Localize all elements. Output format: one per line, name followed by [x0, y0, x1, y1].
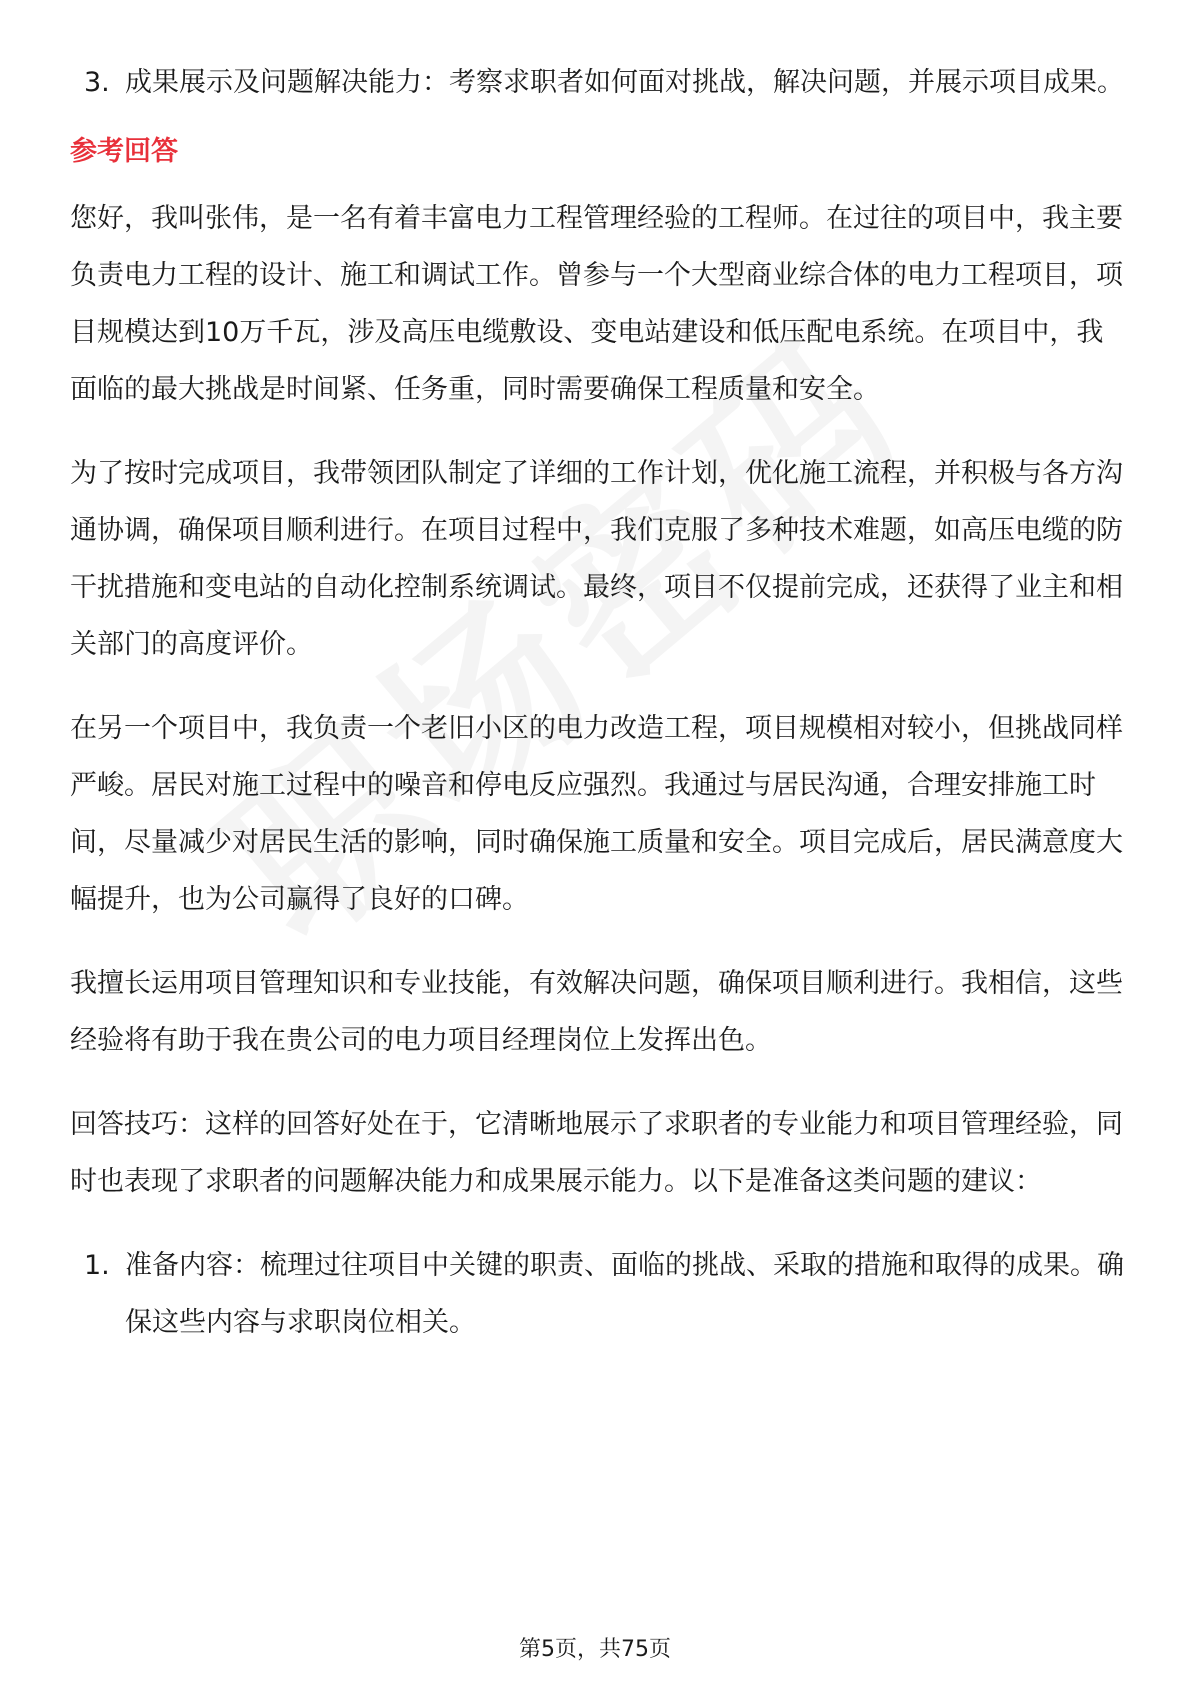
page-footer: 第5页，共75页 — [519, 1637, 671, 1662]
list-item — [70, 1237, 1130, 1351]
answer-paragraph: 在另一个项目中，我负责一个老旧小区的电力改造工程，项目规模相对较小，但挑战同样严峻。居民对施工过程中的噪音和停电反应强烈。我通过与居民沟通，合理安排施工时间，尽量减少对居民生活的影响，同时确保施工质量和安全。项目完成后，居民满意度大幅提升，也为公司赢得了良好的口碑。 — [70, 713, 1123, 915]
answer-tips: 回答技巧：这样的回答好处在于，它清晰地展示了求职者的专业能力和项目管理经验，同时也表现了求职者的问题解决能力和成果展示能力。以下是准备这类问题的建议： — [70, 1109, 1123, 1197]
list-number: 3. — [84, 67, 110, 98]
list-item — [70, 54, 1130, 111]
answer-paragraph: 您好，我叫张伟，是一名有着丰富电力工程管理经验的工程师。在过往的项目中，我主要负责电力工程的设计、施工和调试工作。曾参与一个大型商业综合体的电力工程项目，项目规模达到10万千瓦，涉及高压电缆敷设、变电站建设和低压配电系统。在项目中，我面临的最大挑战是时间紧、任务重，同时需要确保工程质量和安全。 — [70, 203, 1123, 405]
list-item-text: 准备内容：梳理过往项目中关键的职责、面临的挑战、采取的措施和取得的成果。确保这些内容与求职岗位相关。 — [125, 1250, 1124, 1338]
list-item-text: 成果展示及问题解决能力：考察求职者如何面对挑战，解决问题，并展示项目成果。 — [125, 67, 1124, 98]
list-number: 1. — [84, 1250, 110, 1281]
page-content — [70, 54, 1130, 1351]
answer-paragraph: 我擅长运用项目管理知识和专业技能，有效解决问题，确保项目顺利进行。我相信，这些经验将有助于我在贵公司的电力项目经理岗位上发挥出色。 — [70, 968, 1123, 1056]
answer-heading: 参考回答 — [70, 136, 178, 167]
answer-paragraph: 为了按时完成项目，我带领团队制定了详细的工作计划，优化施工流程，并积极与各方沟通协调，确保项目顺利进行。在项目过程中，我们克服了多种技术难题，如高压电缆的防干扰措施和变电站的自动化控制系统调试。最终，项目不仅提前完成，还获得了业主和相关部门的高度评价。 — [70, 458, 1123, 660]
